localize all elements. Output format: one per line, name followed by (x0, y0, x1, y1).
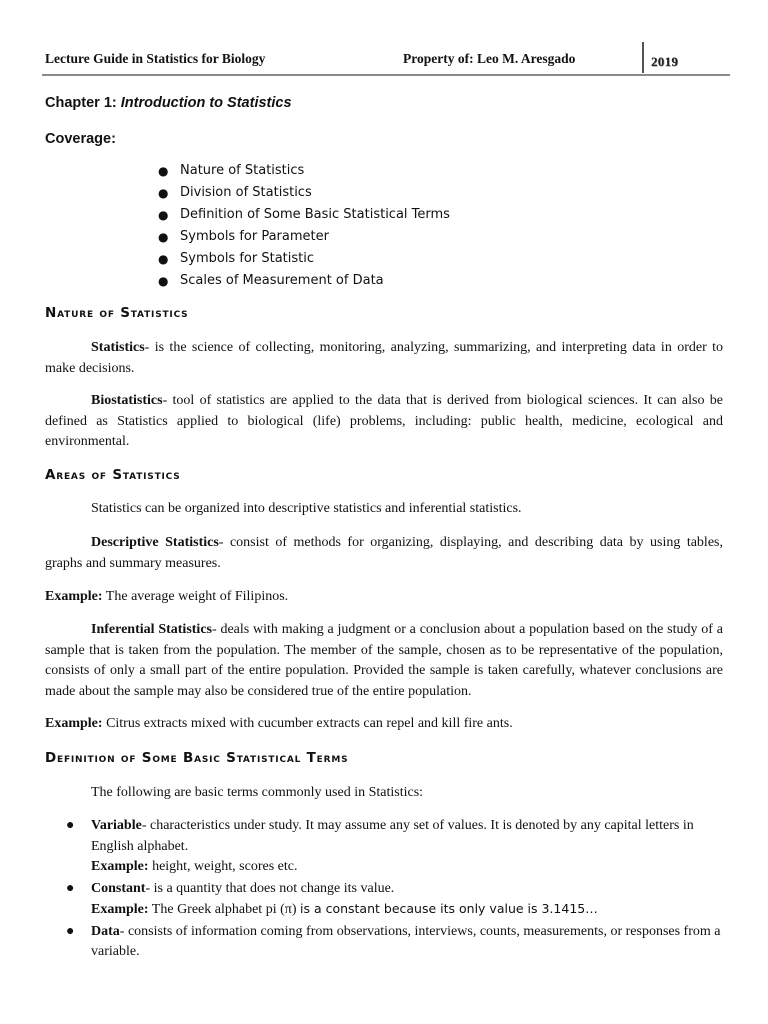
descriptive-example-text: The average weight of Filipinos. (102, 589, 289, 604)
descriptive-text: - consist of methods for organizing, displaying, and describing data by using tables, graphs and summary measures. (45, 535, 723, 571)
bullet-icon: ● (66, 923, 75, 939)
coverage-item: Scales of Measurement of Data (180, 273, 384, 288)
coverage-item: Definition of Some Basic Statistical Terms (180, 207, 450, 222)
list-item (158, 182, 450, 204)
term-biostatistics: Biostatistics (91, 393, 163, 408)
bullet-icon: ● (158, 252, 169, 266)
biostatistics-text: - tool of statistics are applied to the data that is derived from biological sciences. It can also be defined as Statistics applied to biological (life) problems, including: public health, medicine, ecological and environmental. (45, 393, 723, 449)
bullet-icon: ● (158, 230, 169, 244)
term-constant: Constant (91, 880, 146, 896)
header-rule (42, 74, 730, 76)
list-item (66, 879, 726, 921)
areas-intro: Statistics can be organized into descriptive statistics and inferential statistics. (91, 501, 522, 516)
list-item (158, 226, 450, 248)
coverage-item: Symbols for Statistic (180, 251, 314, 266)
term-descriptive: Descriptive Statistics (91, 535, 219, 550)
example-label: Example: (45, 716, 103, 731)
chapter-label: Chapter 1: (45, 95, 121, 111)
bullet-icon: ● (158, 164, 169, 178)
bullet-icon: ● (66, 818, 75, 833)
bullet-icon: ● (66, 880, 75, 896)
section-heading-nature: Nature of Statistics (45, 305, 189, 321)
inferential-text: - deals with making a judgment or a conclusion about a population based on the study of a sample that is taken from the population. The member of the sample, chosen as to be representative of the population, consists of only a small part of the entire population. Provided the sample is taken carefully, whatever conclusions are made about the sample may also be considered true of the entire population. (45, 622, 723, 699)
coverage-item: Nature of Statistics (180, 163, 305, 178)
term-statistics: Statistics (91, 340, 145, 355)
descriptive-example (45, 587, 723, 608)
constant-example-text: The Greek alphabet pi (π) (148, 902, 300, 917)
chapter-name: Introduction to Statistics (120, 95, 292, 111)
biostatistics-definition (45, 391, 723, 453)
statistics-text: - is the science of collecting, monitoring, analyzing, summarizing, and interpreting data in order to make decisions. (45, 340, 723, 376)
list-item (66, 922, 726, 963)
list-item (158, 160, 450, 182)
bullet-icon: ● (158, 274, 169, 288)
header-year: 2019 (651, 54, 679, 69)
terms-list (66, 816, 726, 964)
example-label: Example: (91, 902, 149, 917)
bullet-icon: ● (158, 208, 169, 222)
header-title: Lecture Guide in Statistics for Biology (45, 51, 266, 66)
header-owner: Property of: Leo M. Aresgado (403, 51, 576, 66)
example-label: Example: (91, 859, 149, 874)
inferential-example-text: Citrus extracts mixed with cucumber extracts can repel and kill fire ants. (102, 716, 513, 731)
inferential-definition (45, 620, 723, 702)
term-inferential: Inferential Statistics (91, 622, 212, 637)
list-item (158, 204, 450, 226)
term-variable: Variable (91, 818, 142, 833)
page-header (45, 48, 728, 76)
header-divider (642, 42, 644, 73)
variable-example-text: height, weight, scores etc. (148, 859, 298, 874)
coverage-item: Symbols for Parameter (180, 229, 329, 244)
coverage-item: Division of Statistics (180, 185, 312, 200)
section-heading-areas: Areas of Statistics (45, 467, 181, 483)
inferential-example (45, 714, 723, 735)
list-item (158, 270, 450, 292)
descriptive-definition (45, 533, 723, 574)
coverage-heading: Coverage: (45, 131, 116, 147)
data-text: - consists of information coming from observations, interviews, counts, measurements, or responses from a variable. (91, 923, 721, 959)
statistics-definition (45, 338, 723, 379)
example-label: Example: (45, 589, 103, 604)
variable-text: - characteristics under study. It may assume any set of values. It is denoted by any capital letters in English alphabet. (91, 818, 694, 854)
coverage-list (158, 160, 450, 292)
constant-text: - is a quantity that does not change its value. (145, 880, 395, 896)
section-heading-terms: Definition of Some Basic Statistical Terms (45, 750, 349, 766)
list-item (158, 248, 450, 270)
term-data: Data (91, 923, 120, 939)
chapter-title (45, 95, 292, 111)
constant-example-tail: is a constant because its only value is 3.1415… (299, 901, 598, 916)
terms-intro: The following are basic terms commonly used in Statistics: (91, 785, 424, 800)
bullet-icon: ● (158, 186, 169, 200)
list-item (66, 816, 726, 878)
